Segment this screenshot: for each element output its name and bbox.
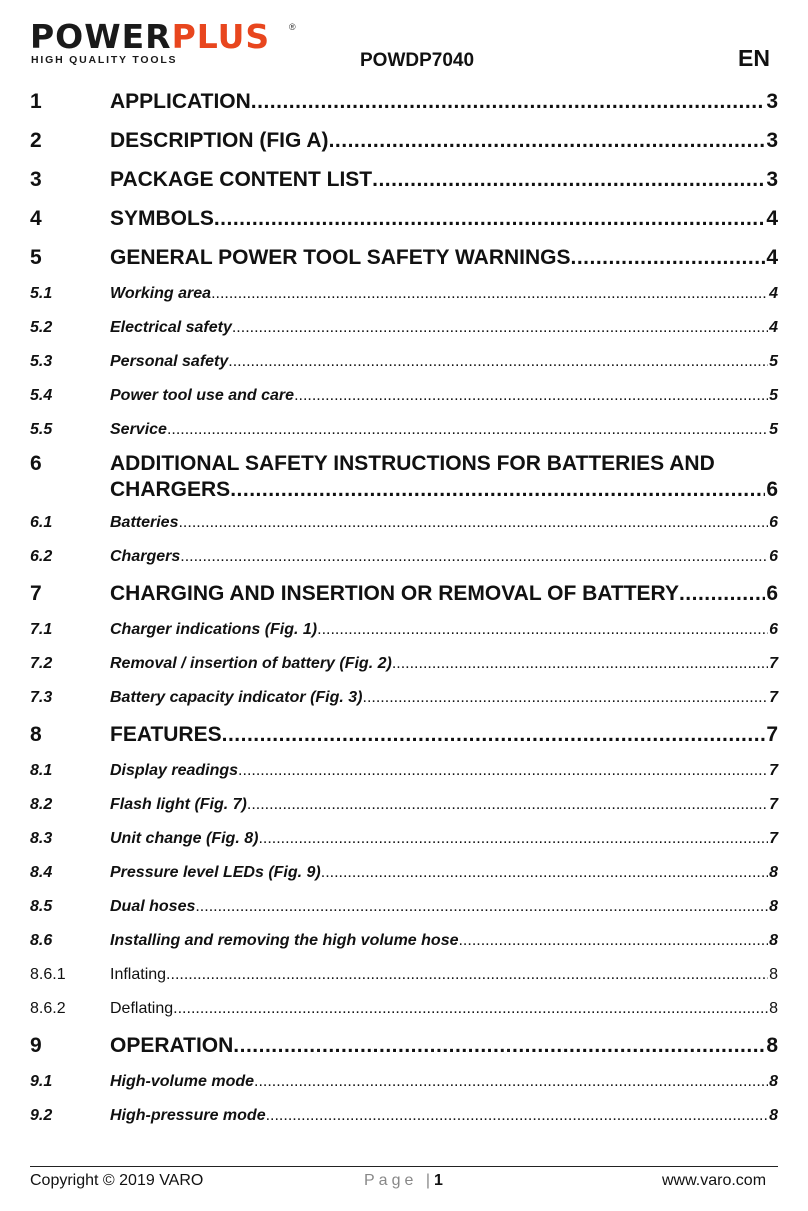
toc-entry-number: 8.6.2: [30, 1000, 66, 1017]
toc-entry[interactable]: [30, 277, 778, 311]
toc-entry-title: Chargers: [110, 548, 181, 565]
toc-entry-number: 9.1: [30, 1073, 53, 1090]
toc-entry[interactable]: [30, 574, 778, 613]
toc-entry-title-group: [110, 82, 778, 121]
toc-entry-title: Electrical safety: [110, 319, 232, 336]
toc-entry-title-group: [110, 1026, 778, 1065]
toc-entry-page: 8: [769, 932, 778, 949]
toc-entry-title: Unit change (Fig. 8): [110, 830, 259, 847]
toc-dot-leader: [392, 647, 768, 681]
toc-entry-title: SYMBOLS: [110, 207, 214, 230]
toc-entry[interactable]: [30, 345, 778, 379]
toc-entry-page: 8: [769, 898, 778, 915]
toc-entry-title-group: [110, 890, 778, 924]
toc-entry-number: 8: [30, 723, 42, 746]
toc-entry-number: 5.1: [30, 285, 53, 302]
toc-dot-leader: [247, 788, 768, 822]
toc-dot-leader: [294, 379, 768, 413]
footer-copyright: Copyright © 2019 VARO: [30, 1172, 204, 1189]
toc-entry[interactable]: [30, 506, 778, 540]
toc-entry-title: Pressure level LEDs (Fig. 9): [110, 864, 321, 881]
toc-entry[interactable]: [30, 160, 778, 199]
toc-entry[interactable]: [30, 1065, 778, 1099]
toc-entry-number: 9: [30, 1034, 42, 1057]
toc-entry-title-group: [110, 992, 778, 1026]
model-number: POWDP7040: [360, 50, 475, 71]
toc-entry-number: 5.4: [30, 387, 53, 404]
toc-entry-title: Deflating: [110, 1000, 174, 1017]
toc-entry[interactable]: [30, 613, 778, 647]
toc-entry-title: Working area: [110, 285, 212, 302]
toc-entry[interactable]: [30, 754, 778, 788]
toc-entry-page: 8: [769, 966, 778, 983]
toc-entry-title-group: [110, 451, 778, 503]
footer-page-label: Page |: [364, 1172, 434, 1189]
toc-entry-title-group: [110, 1065, 778, 1099]
toc-dot-leader: [363, 681, 769, 715]
toc-entry-title-group: [110, 506, 778, 540]
toc-entry-title-group: [110, 199, 778, 238]
toc-entry-title-group: [110, 121, 778, 160]
toc-entry-page: 8: [769, 1000, 778, 1017]
toc-entry[interactable]: [30, 715, 778, 754]
toc-entry-title: Service: [110, 421, 167, 438]
toc-dot-leader: [329, 121, 766, 160]
toc-entry-title-group: [110, 277, 778, 311]
toc-entry-page: 6: [769, 514, 778, 531]
toc-entry-page: 7: [769, 796, 778, 813]
toc-entry[interactable]: [30, 647, 778, 681]
toc-entry[interactable]: [30, 379, 778, 413]
toc-entry-title-group: [110, 574, 778, 613]
toc-entry-title-group: [110, 681, 778, 715]
toc-entry-title: Installing and removing the high volume hose: [110, 932, 459, 949]
toc-entry-title-group: [110, 379, 778, 413]
toc-entry-title-group: [110, 1099, 778, 1133]
brand-registered-mark: ®: [289, 22, 296, 32]
toc-entry-title-line-2: CHARGERS: [110, 478, 231, 501]
toc-dot-leader: [321, 856, 768, 890]
toc-entry[interactable]: [30, 992, 778, 1026]
toc-entry-page: 3: [766, 90, 778, 113]
toc-entry-number: 8.1: [30, 762, 53, 779]
footer-page-indicator: [364, 1172, 443, 1190]
toc-entry[interactable]: [30, 788, 778, 822]
toc-entry-title: Inflating: [110, 966, 167, 983]
toc-entry-page: 7: [769, 762, 778, 779]
toc-entry-title-group: [110, 822, 778, 856]
brand-part-1: POWER: [30, 17, 172, 56]
toc-entry-page: 4: [766, 207, 778, 230]
toc-entry-title: DESCRIPTION (FIG A): [110, 129, 329, 152]
toc-entry[interactable]: [30, 311, 778, 345]
toc-dot-leader: [173, 992, 768, 1026]
toc-entry-page: 7: [769, 689, 778, 706]
footer-page-number: 1: [433, 1172, 443, 1189]
toc-entry-page: 6: [769, 548, 778, 565]
toc-entry-title-group: [110, 311, 778, 345]
toc-entry-title: Batteries: [110, 514, 179, 531]
toc-entry-title-group: [110, 856, 778, 890]
toc-entry-number: 8.2: [30, 796, 53, 813]
toc-entry-page: 8: [769, 864, 778, 881]
toc-entry-number: 5: [30, 246, 42, 269]
table-of-contents: [30, 82, 778, 1133]
toc-entry-title-group: [110, 788, 778, 822]
toc-entry-title-continued: [110, 477, 778, 503]
toc-entry-page: 7: [769, 830, 778, 847]
toc-entry-title: Charger indications (Fig. 1): [110, 621, 318, 638]
toc-dot-leader: [571, 238, 766, 277]
toc-entry[interactable]: [30, 822, 778, 856]
toc-entry-page: 4: [769, 319, 778, 336]
toc-entry-page: 8: [769, 1107, 778, 1124]
toc-entry-page: 6: [769, 621, 778, 638]
toc-entry-page: 6: [766, 582, 778, 605]
toc-entry-page: 4: [766, 246, 778, 269]
toc-entry-title: GENERAL POWER TOOL SAFETY WARNINGS: [110, 246, 571, 269]
toc-entry-title: Power tool use and care: [110, 387, 295, 404]
toc-dot-leader: [254, 1065, 768, 1099]
toc-entry-number: 2: [30, 129, 42, 152]
toc-dot-leader: [180, 540, 768, 574]
toc-entry-title: Battery capacity indicator (Fig. 3): [110, 689, 363, 706]
toc-entry-number: 9.2: [30, 1107, 53, 1124]
toc-entry[interactable]: [30, 856, 778, 890]
toc-dot-leader: [251, 82, 766, 121]
toc-entry-title-group: [110, 413, 778, 447]
toc-entry-page: 8: [766, 1034, 778, 1057]
toc-entry-title: ADDITIONAL SAFETY INSTRUCTIONS FOR BATTERIES AND: [110, 452, 715, 475]
toc-entry-number: 5.2: [30, 319, 53, 336]
toc-entry-page: 7: [766, 723, 778, 746]
toc-entry-number: 7.2: [30, 655, 53, 672]
toc-entry-number: 8.3: [30, 830, 53, 847]
toc-entry[interactable]: [30, 413, 778, 447]
toc-dot-leader: [178, 506, 768, 540]
toc-entry-number: 5.5: [30, 421, 53, 438]
toc-dot-leader: [232, 311, 768, 345]
brand-tagline: HIGH QUALITY TOOLS: [31, 54, 178, 66]
toc-dot-leader: [211, 277, 768, 311]
toc-entry-title: PACKAGE CONTENT LIST: [110, 168, 373, 191]
toc-entry[interactable]: [30, 121, 778, 160]
toc-entry-number: 6.1: [30, 514, 53, 531]
toc-entry-page: 4: [769, 285, 778, 302]
toc-entry-title: OPERATION: [110, 1034, 234, 1057]
toc-dot-leader: [167, 413, 768, 447]
toc-entry-title-group: [110, 345, 778, 379]
toc-entry[interactable]: [30, 1026, 778, 1065]
language-code: EN: [738, 45, 770, 71]
toc-entry-page: 5: [769, 353, 778, 370]
toc-dot-leader: [166, 958, 768, 992]
toc-dot-leader: [214, 199, 765, 238]
toc-entry-title: Personal safety: [110, 353, 229, 370]
toc-entry-title: High-volume mode: [110, 1073, 255, 1090]
toc-dot-leader: [372, 160, 765, 199]
brand-logo: [30, 17, 300, 66]
toc-entry[interactable]: [30, 1099, 778, 1133]
toc-dot-leader: [222, 715, 766, 754]
toc-entry[interactable]: [30, 540, 778, 574]
toc-entry-title: Flash light (Fig. 7): [110, 796, 247, 813]
toc-entry[interactable]: [30, 238, 778, 277]
toc-entry-number: 8.6: [30, 932, 53, 949]
toc-dot-leader: [458, 924, 768, 958]
toc-dot-leader: [238, 754, 768, 788]
toc-entry-title: FEATURES: [110, 723, 222, 746]
toc-entry-number: 7: [30, 582, 42, 605]
toc-entry-title-group: [110, 647, 778, 681]
footer-divider: [30, 1166, 778, 1167]
toc-entry-page: 3: [766, 168, 778, 191]
toc-entry-title-group: [110, 754, 778, 788]
toc-entry-title-group: [110, 540, 778, 574]
toc-entry-page: 6: [766, 478, 778, 501]
toc-entry[interactable]: [30, 681, 778, 715]
toc-entry-number: 7.1: [30, 621, 53, 638]
toc-entry-page: 5: [769, 421, 778, 438]
toc-entry-title-group: [110, 924, 778, 958]
toc-entry-page: 8: [769, 1073, 778, 1090]
toc-entry-number: 7.3: [30, 689, 53, 706]
toc-entry-title-group: [110, 958, 778, 992]
toc-entry-title: Dual hoses: [110, 898, 196, 915]
toc-entry-number: 8.6.1: [30, 966, 66, 983]
toc-entry-title: Removal / insertion of battery (Fig. 2): [110, 655, 392, 672]
toc-entry-title: High-pressure mode: [110, 1107, 266, 1124]
brand-name: [30, 17, 300, 56]
toc-entry[interactable]: [30, 82, 778, 121]
toc-dot-leader: [679, 574, 765, 613]
toc-entry-title-group: [110, 160, 778, 199]
toc-entry-title-group: [110, 715, 778, 754]
toc-entry-title-group: [110, 238, 778, 277]
toc-entry-title-group: [110, 613, 778, 647]
toc-entry-page: 5: [769, 387, 778, 404]
toc-entry-number: 8.4: [30, 864, 53, 881]
toc-dot-leader: [230, 477, 765, 503]
toc-entry[interactable]: [30, 447, 778, 506]
toc-entry-number: 4: [30, 207, 42, 230]
toc-dot-leader: [233, 1026, 765, 1065]
toc-entry[interactable]: [30, 890, 778, 924]
toc-dot-leader: [258, 822, 768, 856]
toc-entry[interactable]: [30, 199, 778, 238]
toc-entry[interactable]: [30, 958, 778, 992]
toc-entry-title: APPLICATION: [110, 90, 251, 113]
toc-dot-leader: [266, 1099, 769, 1133]
toc-entry-title: Display readings: [110, 762, 239, 779]
toc-entry[interactable]: [30, 924, 778, 958]
toc-entry-number: 3: [30, 168, 42, 191]
toc-entry-number: 8.5: [30, 898, 53, 915]
brand-part-2: PLUS: [171, 17, 271, 56]
toc-entry-number: 1: [30, 90, 42, 113]
toc-entry-number: 6.2: [30, 548, 53, 565]
toc-dot-leader: [195, 890, 768, 924]
toc-entry-page: 3: [766, 129, 778, 152]
toc-dot-leader: [228, 345, 768, 379]
footer-website[interactable]: www.varo.com: [662, 1172, 767, 1189]
toc-dot-leader: [317, 613, 768, 647]
toc-entry-title: CHARGING AND INSERTION OR REMOVAL OF BATTERY: [110, 582, 679, 605]
toc-entry-page: 7: [769, 655, 778, 672]
toc-entry-number: 5.3: [30, 353, 53, 370]
toc-entry-number: 6: [30, 452, 42, 475]
